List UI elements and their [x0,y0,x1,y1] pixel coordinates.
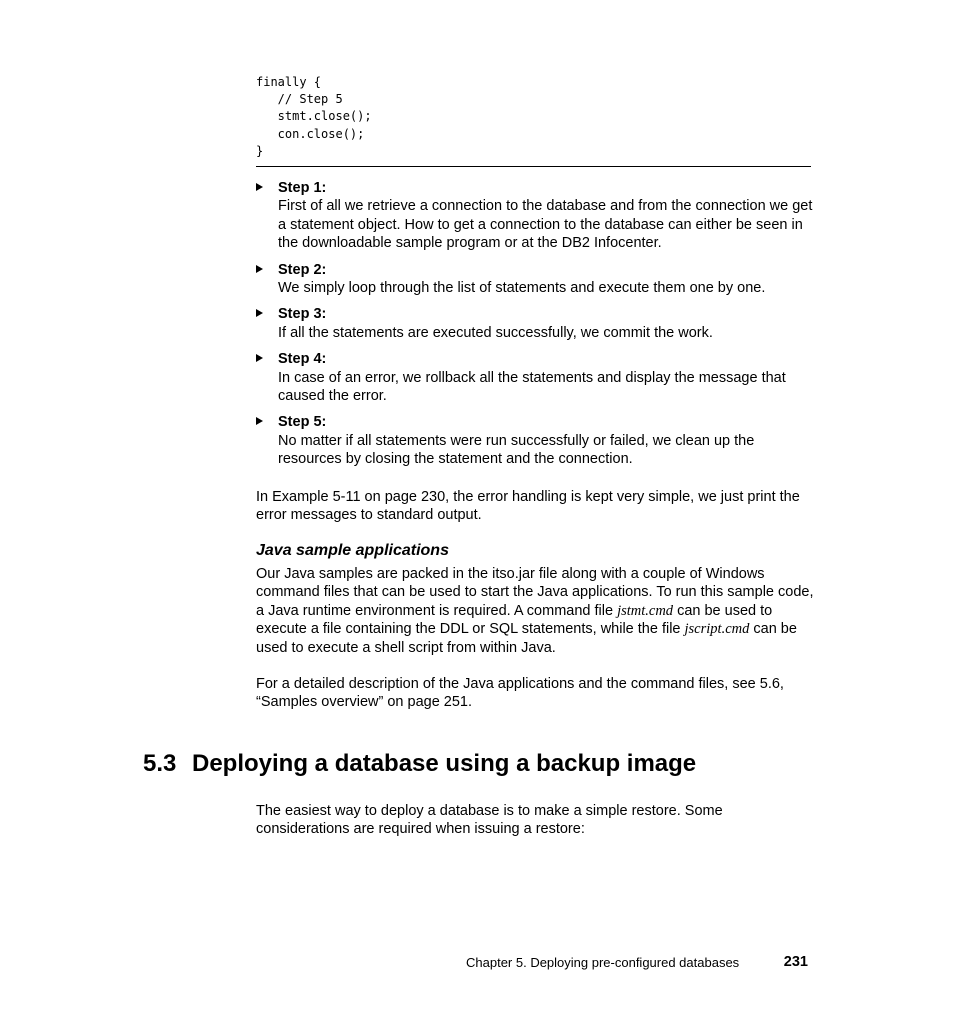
java-para-part: can be used to execute a file containing the DDL or SQL statements, while the file [256,602,773,638]
footer-chapter-title: Chapter 5. Deploying pre-configured databases [466,955,740,970]
step-title: Step 2: [278,261,327,278]
code-line: con.close(); [256,126,365,141]
step-list [256,179,816,477]
step-text: If all the statements are executed successfully, we commit the work. [278,324,713,341]
triangle-bullet-icon [256,183,263,191]
step-text: In case of an error, we rollback all the statements and display the message that caused the error. [278,369,786,405]
step-text: No matter if all statements were run successfully or failed, we clean up the resources by closing the statement and the connection. [278,432,755,468]
triangle-bullet-icon [256,417,263,425]
step-item [256,179,816,253]
step-title: Step 4: [278,351,327,368]
step-text: First of all we retrieve a connection to the database and from the connection we get a statement object. How to get a connection to the database can either be seen in the downloadable sample program or at the DB2 Infocenter. [278,198,813,252]
error-handling-paragraph: In Example 5-11 on page 230, the error handling is kept very simple, we just print the error messages to standard output. [256,489,800,524]
step-title: Step 3: [278,306,327,323]
java-para-part: can be used to execute a shell script from within Java. [256,621,797,656]
triangle-bullet-icon [256,265,263,273]
jscript-filename: jscript.cmd [684,621,750,638]
step-text: We simply loop through the list of statements and execute them one by one. [278,280,766,297]
code-line: stmt.close(); [256,109,372,124]
java-para-part: Our Java samples are packed in the itso.jar file along with a couple of Windows command files that can be used to start the Java applications. To run this sample code, a Java runtime environment is required. A command file [256,566,814,619]
step-title: Step 1: [278,180,327,196]
section-number: 5.3 [143,750,177,777]
step-item [256,413,816,468]
step-item [256,305,816,342]
step-item [256,350,816,405]
jstmt-filename: jstmt.cmd [617,602,674,619]
code-line: // Step 5 [256,92,343,107]
section-heading [143,749,696,779]
page-footer [466,954,811,972]
code-listing [256,74,811,160]
triangle-bullet-icon [256,309,263,317]
restore-paragraph: The easiest way to deploy a database is to make a simple restore. Some considerations are required when issuing a restore: [256,803,723,838]
code-divider [256,166,811,167]
section-title: Deploying a database using a backup image [192,750,697,777]
triangle-bullet-icon [256,354,263,362]
code-line: } [256,143,264,158]
java-samples-paragraph [256,565,816,657]
java-samples-heading: Java sample applications [256,542,449,559]
detailed-description-paragraph: For a detailed description of the Java applications and the command files, see 5.6, “Samples overview” on page 251. [256,676,784,711]
code-line: finally { [256,75,322,89]
step-title: Step 5: [278,414,327,431]
step-item [256,261,816,298]
page-number: 231 [783,954,808,970]
